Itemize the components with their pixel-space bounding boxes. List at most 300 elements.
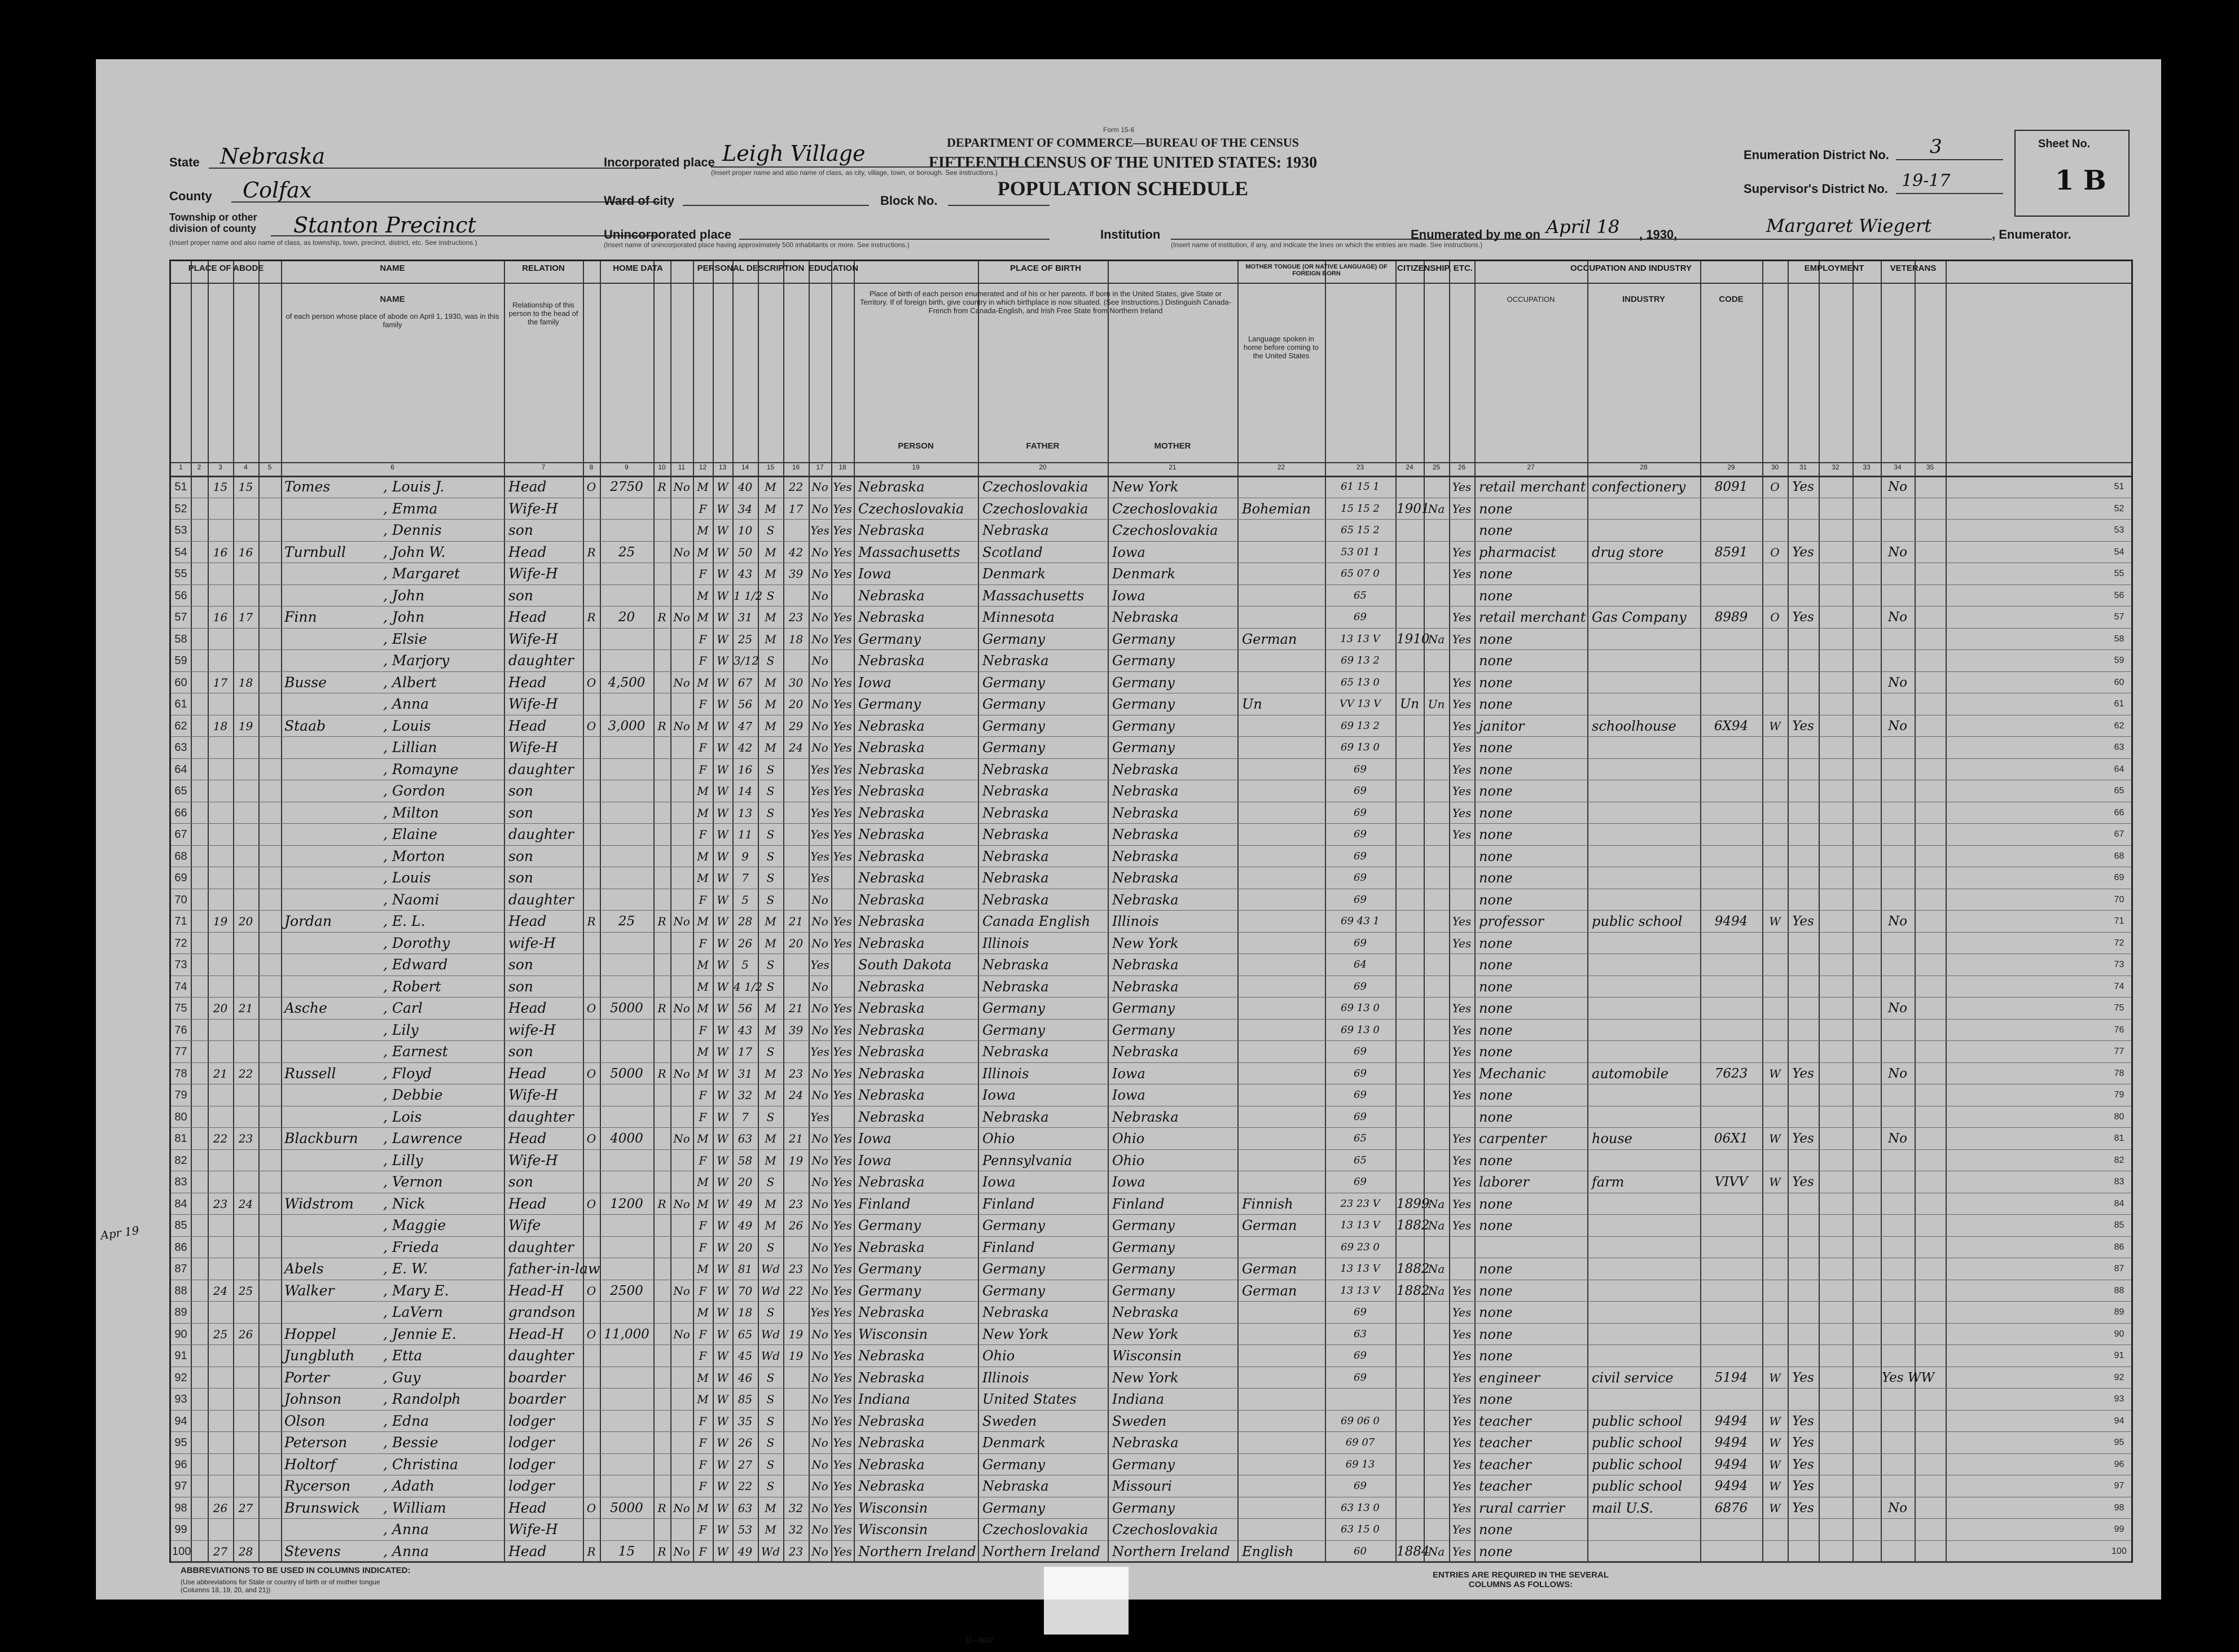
- val-cell: [601, 1455, 652, 1475]
- occ-cell: retail merchant: [1479, 479, 1586, 495]
- n-cell: 53: [174, 524, 187, 537]
- pob-cell: Nebraska: [858, 522, 925, 538]
- agem-cell: 24: [788, 741, 804, 754]
- f-cell: [234, 1519, 257, 1540]
- radio-cell: [655, 564, 669, 584]
- imm-cell: 1910: [1397, 631, 1430, 647]
- own-cell: R: [587, 610, 596, 624]
- table-row: [171, 910, 2131, 933]
- column-number: 29: [1727, 463, 1735, 471]
- d-cell: [209, 868, 232, 888]
- farm-cell: [671, 737, 692, 758]
- ms-cell: S: [766, 784, 775, 798]
- table-row: [171, 1214, 2131, 1237]
- vet-cell: [1882, 651, 1913, 671]
- table-row: [171, 1540, 2131, 1563]
- table-row: [171, 1149, 2131, 1172]
- code-cell: 65: [1354, 1154, 1367, 1166]
- table-row: [171, 1193, 2131, 1215]
- f-cell: [234, 1302, 257, 1323]
- radio-cell: [655, 1433, 669, 1453]
- agem-cell: 23: [788, 1066, 804, 1080]
- line-number-right: 81: [2114, 1133, 2124, 1143]
- person-name: [284, 1476, 502, 1496]
- code-cell: 65: [1354, 589, 1367, 601]
- emp-cell: Yes: [1792, 1175, 1814, 1189]
- f-cell: 24: [238, 1197, 253, 1211]
- line-number-right: 51: [2114, 482, 2124, 491]
- radio-cell: R: [657, 1001, 666, 1015]
- d-cell: [209, 1150, 232, 1171]
- cw-cell: W: [1769, 1457, 1781, 1471]
- radio-cell: [655, 1042, 669, 1062]
- eng-cell: Yes: [1452, 1349, 1472, 1363]
- val-cell: 4,500: [608, 675, 646, 690]
- f-cell: [234, 1042, 257, 1062]
- ind-cell: [1588, 629, 1702, 649]
- own-cell: O: [586, 675, 596, 689]
- person-name: [284, 1389, 502, 1409]
- state-label: State: [169, 155, 200, 169]
- occ-cell: none: [1479, 653, 1513, 669]
- imm-cell: [1397, 716, 1423, 736]
- ind-cell: [1588, 1194, 1702, 1214]
- lang-cell: [1239, 1455, 1327, 1475]
- lang-cell: [1239, 1498, 1327, 1518]
- given-name: , Maggie: [383, 1217, 446, 1233]
- fpob-cell: Finland: [982, 1196, 1035, 1212]
- occ-cell: none: [1479, 1543, 1513, 1559]
- fpob-cell: Germany: [982, 1022, 1045, 1038]
- own-cell: [584, 1150, 599, 1171]
- mpob-cell: Nebraska: [1112, 848, 1179, 864]
- sex-cell: F: [699, 654, 707, 667]
- nat-cell: [1425, 1498, 1448, 1518]
- pob-cell: Germany: [858, 631, 921, 647]
- census-title: FIFTEENTH CENSUS OF THE UNITED STATES: 1930: [928, 154, 1318, 172]
- emp-cell: [1789, 890, 1817, 910]
- given-name: , Edward: [383, 956, 448, 973]
- code-cell: 63 15 0: [1341, 1523, 1380, 1535]
- column-number: 33: [1863, 463, 1871, 471]
- own-cell: [584, 1042, 599, 1062]
- race-cell: W: [717, 1132, 728, 1145]
- occ-cell: none: [1479, 1348, 1513, 1364]
- fpob-cell: Nebraska: [982, 783, 1049, 799]
- person-name: [284, 824, 502, 845]
- code-cell: 69: [1354, 1176, 1367, 1188]
- radio-cell: [655, 1346, 669, 1366]
- lang-cell: English: [1242, 1543, 1294, 1559]
- val-cell: 5000: [610, 1001, 643, 1016]
- nat-cell: [1425, 651, 1448, 671]
- imm-cell: [1397, 824, 1423, 845]
- ind-cell: farm: [1592, 1174, 1625, 1190]
- given-name: , John W.: [383, 543, 446, 560]
- d-cell: 16: [213, 545, 228, 559]
- n-cell: 84: [174, 1197, 187, 1210]
- township-note: (Insert proper name and also name of class, as township, town, precinct, district, etc. See instructions.): [169, 239, 477, 247]
- institution-label: Institution: [1100, 227, 1161, 241]
- given-name: , Albert: [383, 674, 437, 691]
- school-cell: No: [811, 1457, 828, 1471]
- ms-cell: S: [766, 958, 775, 972]
- relation-cell: Wife-H: [508, 739, 558, 755]
- table-row: [171, 628, 2131, 651]
- fpob-cell: Illinois: [982, 1369, 1029, 1386]
- sheet-box: [2014, 130, 2130, 217]
- code-cell: 13 13 V: [1340, 632, 1380, 645]
- code-cell: 69 13 2: [1341, 719, 1380, 732]
- n-cell: 81: [174, 1132, 187, 1145]
- agem-cell: [784, 1368, 807, 1388]
- f-cell: 22: [238, 1066, 253, 1080]
- emp-cell: [1789, 1302, 1817, 1323]
- sex-cell: M: [697, 719, 709, 733]
- ms-cell: M: [765, 741, 776, 754]
- enum-year: , 1930,: [1639, 227, 1678, 241]
- own-cell: [584, 781, 599, 801]
- cw-cell: [1763, 1194, 1786, 1214]
- surname: Porter: [284, 1369, 330, 1386]
- read-cell: Yes: [833, 1023, 852, 1037]
- vet-cell: No: [1888, 1500, 1907, 1515]
- radio-cell: R: [657, 1501, 666, 1515]
- given-name: , Gordon: [383, 783, 446, 799]
- nat-cell: [1425, 868, 1448, 888]
- icode-cell: [1701, 499, 1761, 519]
- ind-cell: [1588, 824, 1702, 845]
- val-cell: [601, 651, 652, 671]
- occ-cell: pharmacist: [1479, 544, 1556, 560]
- read-cell: Yes: [833, 936, 852, 950]
- nat-cell: [1425, 564, 1448, 584]
- age-cell: 7: [741, 871, 749, 885]
- person-name: [284, 759, 502, 780]
- line-number-right: 54: [2114, 547, 2124, 557]
- d-cell: 27: [213, 1544, 228, 1558]
- code-cell: 63 13 0: [1341, 1501, 1380, 1514]
- table-row: [171, 1388, 2131, 1411]
- occ-cell: none: [1479, 761, 1513, 777]
- column-number: 12: [699, 463, 707, 471]
- line-number-right: 97: [2114, 1481, 2124, 1491]
- eng-cell: Yes: [1452, 1436, 1472, 1449]
- radio-cell: [655, 1368, 669, 1388]
- ms-cell: S: [766, 1479, 775, 1493]
- school-cell: No: [811, 675, 828, 689]
- given-name: , Anna: [383, 1521, 429, 1537]
- ms-cell: S: [766, 762, 775, 776]
- person-name: [284, 673, 502, 693]
- column-number: 26: [1457, 463, 1466, 471]
- mpob-cell: New York: [1112, 1369, 1179, 1386]
- own-cell: [584, 737, 599, 758]
- code-cell: 53 01 1: [1341, 546, 1380, 558]
- school-cell: Yes: [810, 958, 829, 972]
- eng-cell: Yes: [1452, 915, 1472, 928]
- school-cell: No: [811, 1544, 828, 1558]
- relation-cell: Wife-H: [508, 1521, 558, 1537]
- n-cell: 58: [174, 632, 187, 645]
- cw-cell: W: [1769, 915, 1781, 928]
- own-cell: [584, 890, 599, 910]
- nat-cell: [1425, 803, 1448, 823]
- imm-cell: [1397, 477, 1423, 497]
- cw-cell: [1763, 803, 1786, 823]
- race-cell: W: [717, 545, 728, 559]
- agem-cell: [784, 1476, 807, 1496]
- ind-cell: [1588, 1237, 1702, 1258]
- val-cell: [601, 933, 652, 954]
- surname: Jungbluth: [284, 1347, 355, 1364]
- radio-cell: [655, 977, 669, 997]
- age-cell: 20: [737, 1175, 753, 1189]
- emp-cell: [1789, 520, 1817, 541]
- radio-cell: [655, 1128, 669, 1149]
- val-cell: [601, 1042, 652, 1062]
- radio-cell: [655, 1259, 669, 1279]
- eng-cell: Yes: [1452, 1001, 1472, 1015]
- table-row: [171, 1475, 2131, 1497]
- table-row: [171, 1453, 2131, 1476]
- occ-cell: none: [1479, 1391, 1513, 1407]
- val-cell: 4000: [610, 1131, 643, 1146]
- vet-cell: Yes WW: [1882, 1370, 1935, 1385]
- farm-cell: [671, 1020, 692, 1040]
- age-cell: 81: [737, 1262, 753, 1276]
- occ-cell: none: [1479, 522, 1513, 538]
- surname: Brunswick: [284, 1499, 360, 1516]
- relation-cell: lodger: [508, 1478, 555, 1494]
- mpob-cell: Nebraska: [1112, 957, 1179, 973]
- age-cell: 47: [737, 719, 753, 733]
- read-cell: Yes: [833, 1045, 852, 1058]
- radio-cell: [655, 1411, 669, 1431]
- cw-cell: [1763, 868, 1786, 888]
- read-cell: [832, 955, 853, 975]
- cw-cell: W: [1769, 1414, 1781, 1428]
- val-cell: 25: [618, 914, 635, 929]
- cw-cell: [1763, 1085, 1786, 1105]
- ind-cell: [1588, 1541, 1702, 1562]
- own-cell: [584, 1389, 599, 1409]
- mpob-cell: Czechoslovakia: [1112, 522, 1218, 538]
- person-name: [284, 911, 502, 932]
- ind-cell: public school: [1592, 1456, 1683, 1473]
- sex-cell: F: [699, 1110, 707, 1124]
- surname: Widstrom: [284, 1195, 354, 1212]
- read-cell: Yes: [833, 1479, 852, 1493]
- occ-cell: carpenter: [1479, 1131, 1547, 1146]
- read-cell: Yes: [833, 1088, 852, 1102]
- farm-cell: [671, 1346, 692, 1366]
- nat-cell: Na: [1428, 1197, 1445, 1211]
- line-number-right: 68: [2114, 851, 2124, 861]
- read-cell: Yes: [833, 1240, 852, 1254]
- lang-cell: [1239, 737, 1327, 758]
- column-header: Place of birth of each person enumerated and of his or her parents. If born in the United States, give State or Territory. If of foreign birth, give country in which birthplace is now situated. (See Instructions.) Distinguish Canada-French from Canada-English, and Irish Free State from Northern Ireland: [859, 289, 1231, 315]
- read-cell: Yes: [833, 524, 852, 537]
- column-number: 28: [1640, 463, 1648, 471]
- ms-cell: M: [765, 632, 776, 646]
- agem-cell: 23: [788, 1197, 804, 1211]
- mpob-cell: Iowa: [1112, 1065, 1145, 1082]
- person-name: [284, 781, 502, 801]
- occ-cell: none: [1479, 891, 1513, 908]
- cw-cell: [1763, 824, 1786, 845]
- sex-cell: F: [699, 1284, 707, 1298]
- agem-cell: 22: [788, 1284, 804, 1298]
- n-cell: 86: [174, 1241, 187, 1254]
- race-cell: W: [717, 806, 728, 820]
- sex-cell: F: [699, 1479, 707, 1493]
- val-cell: [601, 1368, 652, 1388]
- cw-cell: [1763, 1389, 1786, 1409]
- given-name: , Christina: [383, 1456, 458, 1473]
- icode-cell: [1701, 803, 1761, 823]
- occ-cell: retail merchant: [1479, 609, 1586, 625]
- occ-cell: rural carrier: [1479, 1500, 1565, 1516]
- icode-cell: [1701, 737, 1761, 758]
- race-cell: W: [717, 936, 728, 950]
- ms-cell: M: [765, 1153, 776, 1167]
- imm-cell: [1397, 1237, 1423, 1258]
- vet-cell: [1882, 1433, 1913, 1453]
- race-cell: W: [717, 958, 728, 972]
- n-cell: 77: [174, 1045, 187, 1058]
- age-cell: 65: [737, 1327, 753, 1341]
- vet-cell: [1882, 1107, 1913, 1127]
- pob-cell: Nebraska: [858, 740, 925, 755]
- pob-cell: Nebraska: [858, 805, 925, 821]
- vet-cell: [1882, 1389, 1913, 1409]
- age-cell: 31: [737, 610, 753, 624]
- eng-cell: Yes: [1452, 1501, 1472, 1515]
- school-cell: No: [811, 1153, 828, 1167]
- f-cell: [234, 977, 257, 997]
- person-name: [284, 1150, 502, 1171]
- race-cell: W: [717, 1001, 728, 1015]
- nat-cell: Na: [1428, 1284, 1445, 1298]
- lang-cell: [1239, 716, 1327, 736]
- given-name: , John: [383, 609, 425, 625]
- age-cell: 67: [737, 675, 753, 689]
- farm-cell: [671, 1042, 692, 1062]
- nat-cell: Na: [1428, 502, 1445, 516]
- enum-district-label: Enumeration District No.: [1744, 148, 1889, 162]
- fpob-cell: Germany: [982, 631, 1045, 647]
- sex-cell: F: [699, 893, 707, 907]
- vet-cell: [1882, 1455, 1913, 1475]
- person-name: [284, 1433, 502, 1453]
- imm-cell: 1901: [1397, 501, 1430, 516]
- person-name: [284, 1064, 502, 1084]
- line-number-right: 63: [2114, 742, 2124, 752]
- sex-cell: M: [697, 1370, 709, 1385]
- ind-cell: public school: [1592, 1478, 1683, 1494]
- race-cell: W: [717, 502, 728, 516]
- line-number-right: 100: [2111, 1546, 2127, 1556]
- cw-cell: [1763, 846, 1786, 867]
- eng-cell: Yes: [1452, 1132, 1472, 1145]
- emp-cell: [1789, 977, 1817, 997]
- race-cell: W: [717, 1284, 728, 1298]
- vet-cell: [1882, 1476, 1913, 1496]
- table-row: [171, 736, 2131, 759]
- lang-cell: [1239, 607, 1327, 627]
- n-cell: 62: [174, 719, 187, 732]
- fpob-cell: Germany: [982, 696, 1045, 712]
- d-cell: [209, 564, 232, 584]
- school-cell: Yes: [810, 784, 829, 798]
- pob-cell: Nebraska: [858, 935, 925, 951]
- table-row: [171, 1040, 2131, 1063]
- given-name: , Elaine: [383, 826, 437, 842]
- mpob-cell: Nebraska: [1112, 783, 1179, 799]
- pob-cell: Iowa: [858, 566, 892, 582]
- person-name: [284, 737, 502, 758]
- f-cell: 15: [238, 480, 253, 494]
- lang-cell: Bohemian: [1242, 500, 1311, 517]
- vet-cell: [1882, 1346, 1913, 1366]
- column-header: NAME: [380, 295, 405, 304]
- f-cell: 26: [238, 1327, 253, 1341]
- mpob-cell: Nebraska: [1112, 891, 1179, 908]
- f-cell: [234, 694, 257, 714]
- fpob-cell: Nebraska: [982, 891, 1049, 908]
- column-number: 34: [1894, 463, 1902, 471]
- given-name: , William: [383, 1499, 446, 1516]
- icode-cell: [1701, 1346, 1761, 1366]
- read-cell: Yes: [833, 480, 852, 494]
- farm-cell: [671, 1476, 692, 1496]
- lang-cell: [1239, 1519, 1327, 1540]
- ind-cell: [1588, 933, 1702, 954]
- imm-cell: [1397, 803, 1423, 823]
- line-number-right: 53: [2114, 525, 2124, 535]
- ind-cell: [1588, 520, 1702, 541]
- fpob-cell: Nebraska: [982, 522, 1049, 538]
- column-number: 27: [1527, 463, 1535, 471]
- line-number-right: 67: [2114, 829, 2124, 839]
- fpob-cell: Denmark: [982, 1435, 1046, 1451]
- lang-cell: [1239, 586, 1327, 606]
- relation-cell: daughter: [508, 891, 574, 908]
- emp-cell: [1789, 651, 1817, 671]
- nat-cell: Na: [1428, 1219, 1445, 1232]
- school-cell: Yes: [810, 806, 829, 820]
- lang-cell: [1239, 1085, 1327, 1105]
- nat-cell: [1425, 1085, 1448, 1105]
- farm-cell: No: [673, 545, 690, 559]
- school-cell: No: [811, 1349, 828, 1363]
- nat-cell: [1425, 673, 1448, 693]
- race-cell: W: [717, 1327, 728, 1341]
- relation-cell: son: [508, 1174, 533, 1190]
- ind-cell: [1588, 694, 1702, 714]
- given-name: , Milton: [383, 804, 439, 821]
- relation-cell: son: [508, 847, 533, 864]
- cw-cell: [1763, 890, 1786, 910]
- read-cell: [832, 868, 853, 888]
- ms-cell: Wd: [761, 1284, 780, 1298]
- mpob-cell: Nebraska: [1112, 870, 1179, 886]
- cw-cell: [1763, 933, 1786, 954]
- institution-note: (Insert name of institution, if any, and indicate the lines on which the entries are made. See instructions.): [1171, 241, 1483, 249]
- radio-cell: R: [657, 719, 666, 733]
- code-cell: 69 13 0: [1341, 1023, 1380, 1036]
